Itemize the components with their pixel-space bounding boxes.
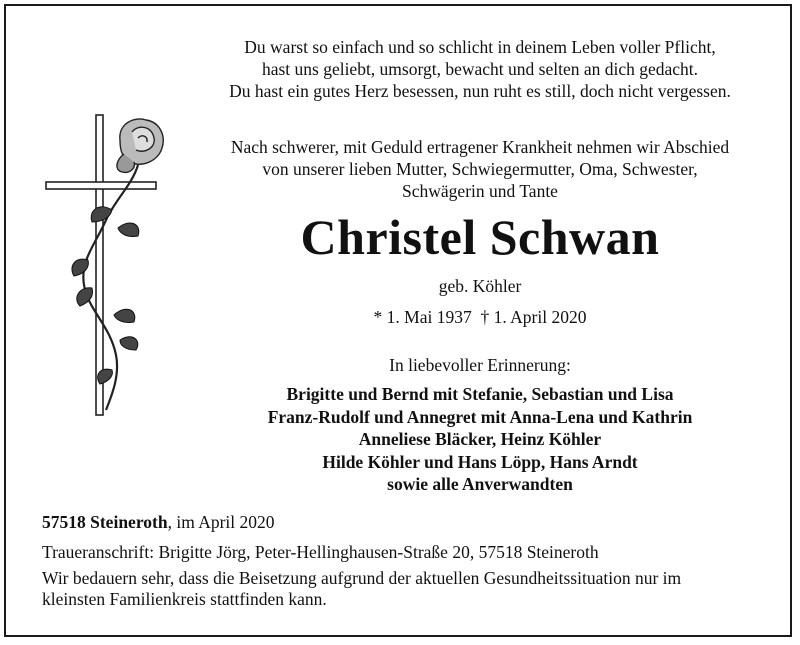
announcement-line: Schwägerin und Tante: [402, 181, 558, 201]
announcement-line: von unserer lieben Mutter, Schwiegermutter, Oma, Schwester,: [262, 159, 698, 179]
mourner-line: Brigitte und Bernd mit Stefanie, Sebastian und Lisa: [286, 384, 674, 404]
funeral-note: [42, 568, 782, 610]
note-line: kleinsten Familienkreis stattfinden kann.: [42, 589, 327, 609]
cross-with-rose-icon: [40, 110, 180, 420]
memory-heading: In liebevoller Erinnerung:: [389, 355, 571, 375]
mourner-line: Hilde Köhler und Hans Löpp, Hans Arndt: [322, 451, 638, 472]
mourner-line: Anneliese Bläcker, Heinz Köhler: [358, 429, 602, 449]
poem: [190, 36, 770, 102]
mourner-line: sowie alle Anverwandten: [387, 474, 573, 494]
mourner-line: Franz-Rudolf und Annegret mit Anna-Lena und Kathrin: [267, 406, 693, 427]
announcement-line: Nach schwerer, mit Geduld ertragener Krankheit nehmen wir Abschied: [230, 137, 730, 157]
note-line: Wir bedauern sehr, dass die Beisetzung aufgrund der aktuellen Gesundheitssituation nur im: [42, 568, 682, 588]
place-date-text: , im April 2020: [167, 512, 275, 532]
place-date: [42, 512, 782, 533]
poem-line: hast uns geliebt, umsorgt, bewacht und selten an dich gedacht.: [261, 59, 699, 79]
poem-line: Du hast ein gutes Herz besessen, nun ruht es still, doch nicht vergessen.: [229, 81, 731, 101]
poem-line: Du warst so einfach und so schlicht in deinem Leben voller Pflicht,: [244, 37, 716, 57]
birth-name: geb. Köhler: [438, 276, 522, 296]
mourning-address: Traueranschrift: Brigitte Jörg, Peter-Hellinghausen-Straße 20, 57518 Steineroth: [42, 542, 599, 562]
deceased-name: Christel Schwan: [300, 209, 660, 265]
place-city: 57518 Steineroth: [42, 512, 168, 532]
announcement-text: [190, 136, 770, 202]
life-dates: * 1. Mai 1937 † 1. April 2020: [373, 307, 587, 327]
mourners-list: [190, 383, 770, 496]
